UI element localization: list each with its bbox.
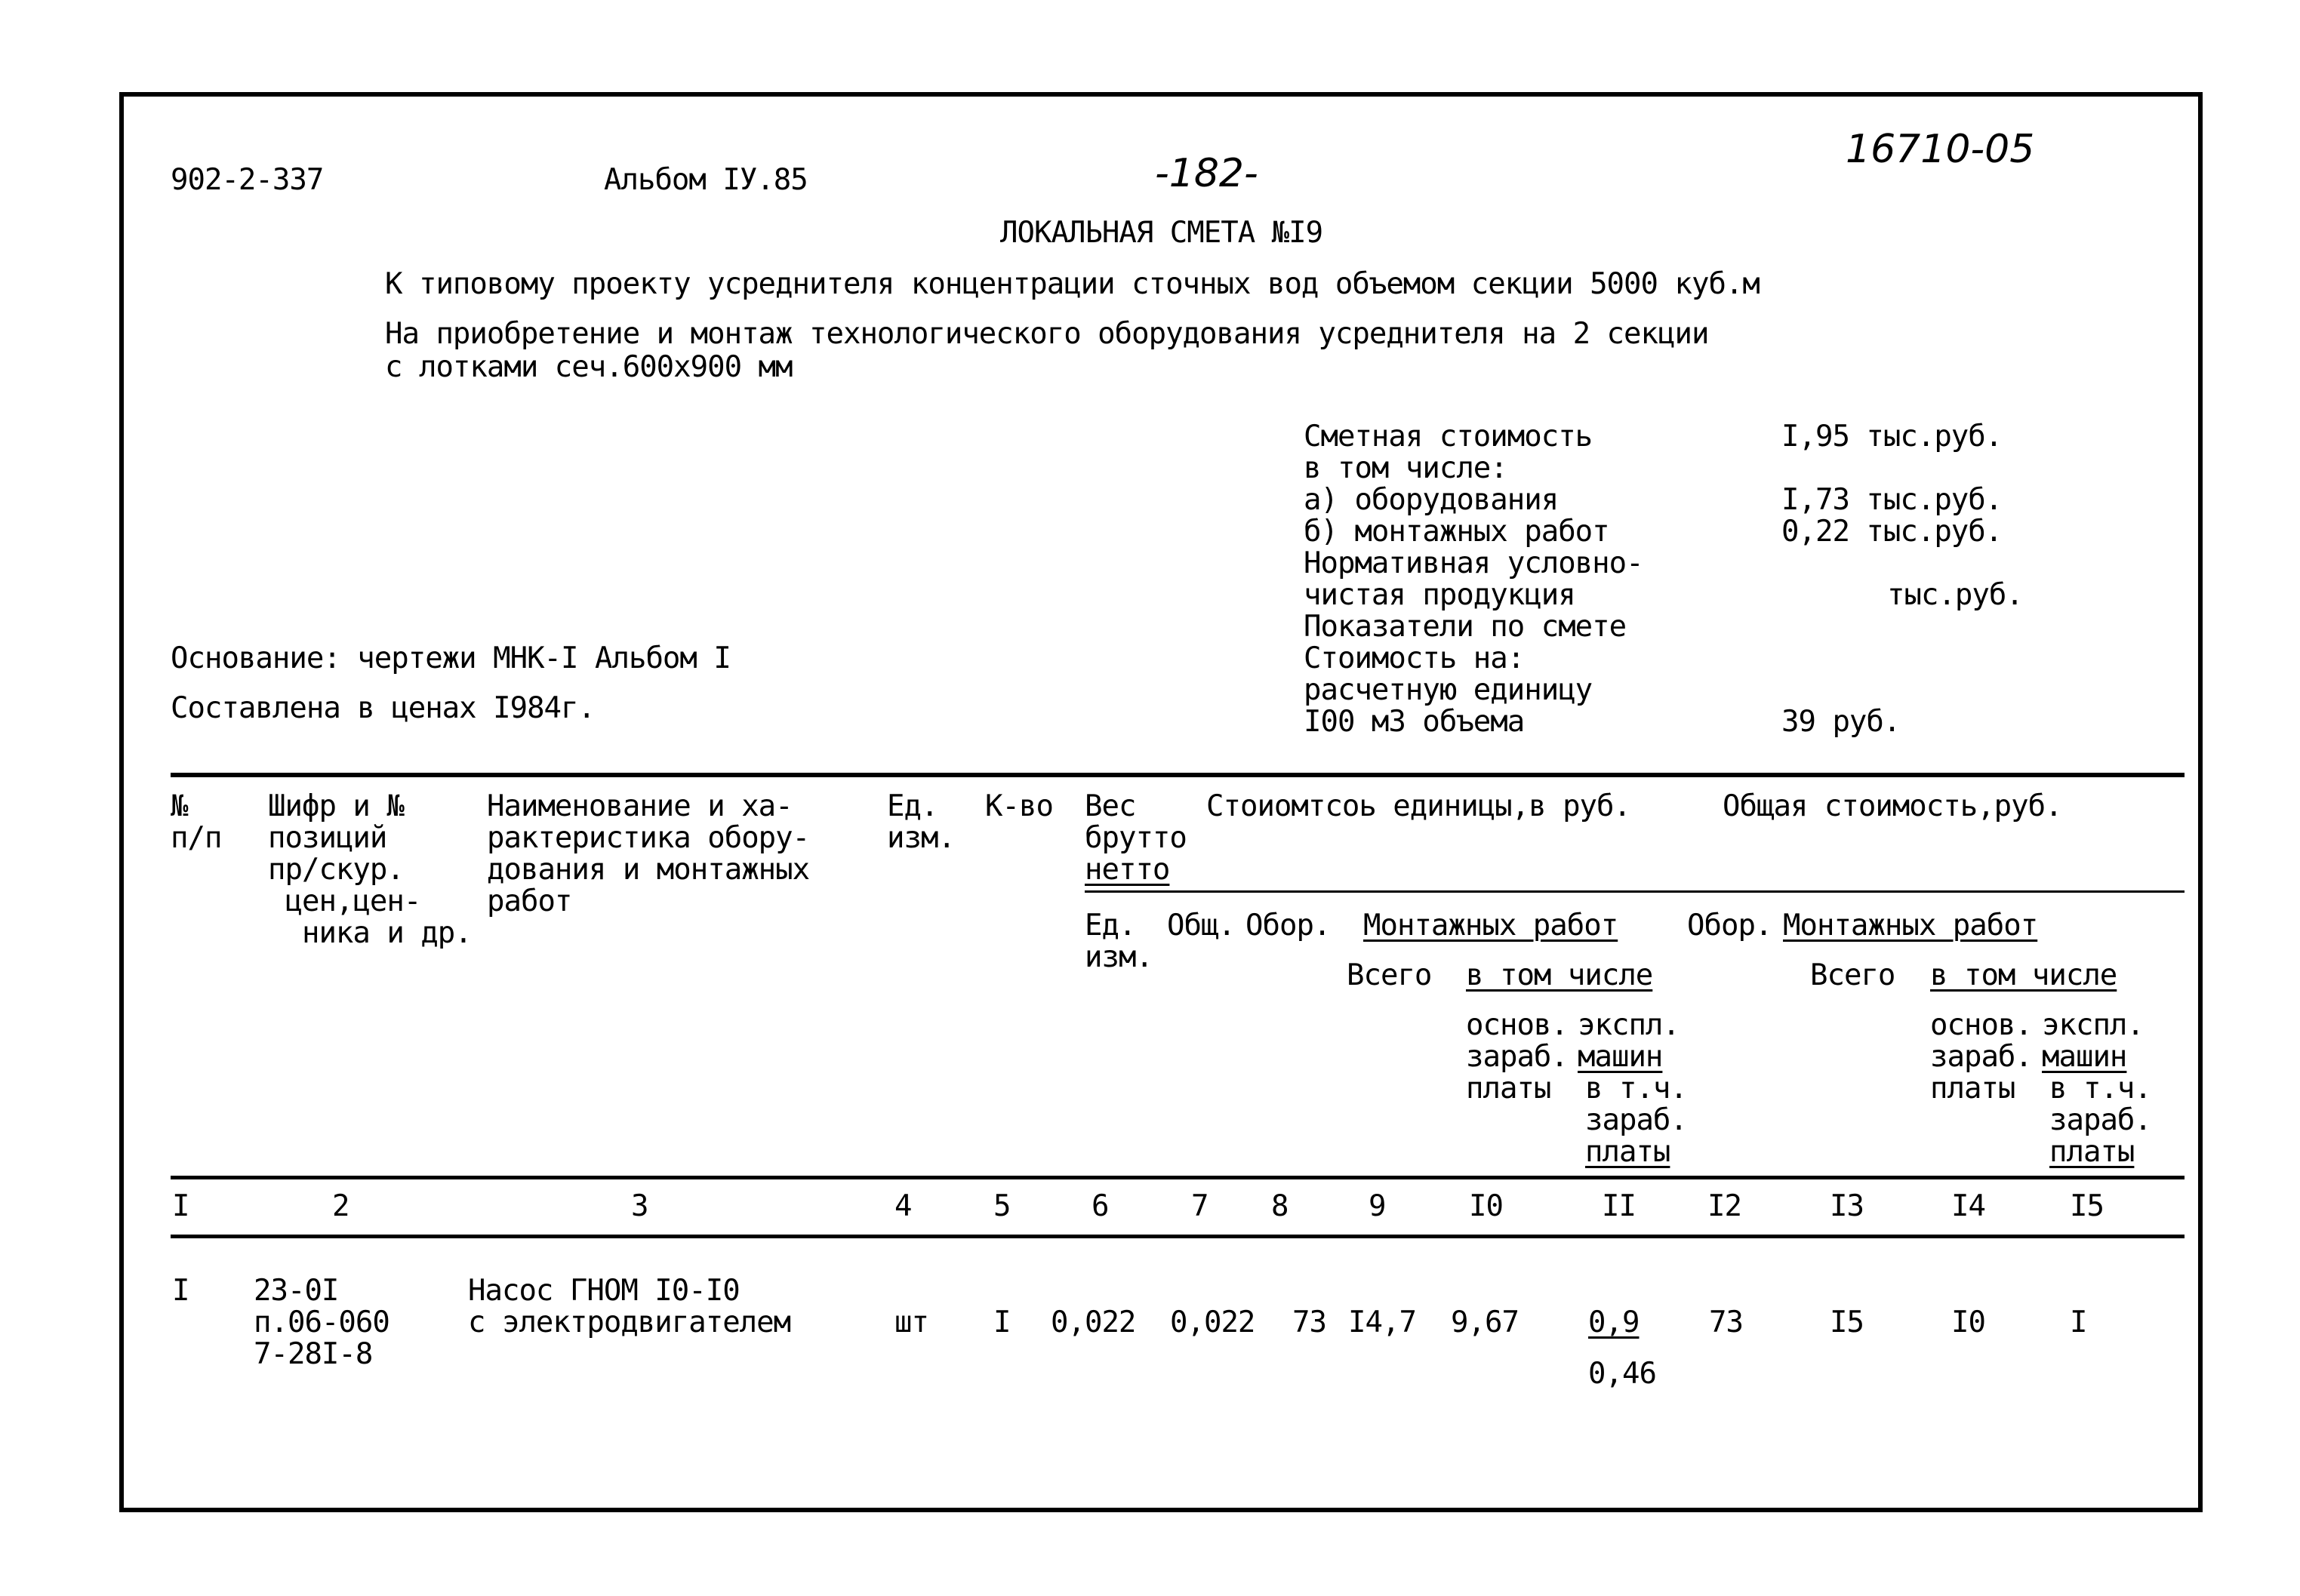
col-header-incl-2: в том числе: [1930, 958, 2117, 992]
row-weight-net: 0,022: [1170, 1305, 1255, 1339]
table-header-rule: [1085, 890, 2185, 893]
col-header-code: Шифр и № позиций пр/скур. цен,цен- ника и др.: [268, 789, 472, 950]
col-header-qty: К-во: [985, 789, 1053, 823]
row-base-wage-total: I0: [1951, 1305, 1985, 1339]
row-code: 23-0I п.06-060 7-28I-8: [254, 1274, 389, 1371]
summary-label-installation: б) монтажных работ: [1304, 515, 1609, 549]
col-header-number: № п/п: [171, 789, 222, 855]
page-number: -182-: [1155, 151, 1258, 196]
summary-label-net-product: чистая продукция: [1304, 578, 1575, 612]
col-number-8: 8: [1271, 1189, 1289, 1223]
col-header-weight: Вес: [1085, 789, 1136, 823]
col-header-machine-2a: экспл.: [2042, 1008, 2144, 1042]
album-label: Альбом IУ.85: [604, 163, 808, 197]
col-number-10: I0: [1469, 1189, 1503, 1223]
row-number: I: [172, 1274, 189, 1308]
summary-label-normative: Нормативная условно-: [1304, 546, 1643, 580]
summary-value-equipment: I,73 тыс.руб.: [1781, 483, 2003, 517]
col-header-machine-1a: экспл.: [1578, 1008, 1680, 1042]
row-install-unit-total: I4,7: [1348, 1305, 1416, 1339]
row-equip-unit-cost: 73: [1292, 1305, 1326, 1339]
summary-value-volume: 39 руб.: [1781, 705, 1901, 739]
row-base-wage-unit: 9,67: [1451, 1305, 1519, 1339]
col-number-9: 9: [1369, 1189, 1386, 1223]
summary-label-cost: Сметная стоимость: [1304, 420, 1593, 454]
doc-code: 902-2-337: [171, 163, 324, 197]
col-number-2: 2: [332, 1189, 349, 1223]
col-header-machine-2d: платы: [2049, 1135, 2135, 1169]
summary-label-equipment: а) оборудования: [1304, 483, 1559, 517]
stamp-code: 16710-05: [1846, 127, 2035, 172]
col-header-install-total: Монтажных работ: [1783, 909, 2038, 943]
row-name: Насос ГНОМ I0-I0 с электродвигателем: [468, 1274, 791, 1339]
basis-line: Основание: чертежи МНК-I Альбом I: [171, 641, 731, 675]
col-header-machine-1c: в т.ч. зараб.: [1585, 1072, 1687, 1137]
col-header-machine-1d: платы: [1585, 1135, 1670, 1169]
row-machine-unit: 0,9: [1588, 1305, 1640, 1339]
col-number-1: I: [172, 1189, 189, 1223]
col-header-base-wage-2: основ. зараб. платы: [1930, 1008, 2032, 1106]
col-header-machine-2b: машин: [2042, 1040, 2127, 1074]
col-header-equip-unit: Обор.: [1245, 909, 1331, 943]
table-header-bottom-rule: [171, 1176, 2185, 1179]
col-header-total-2: Всего: [1810, 958, 1895, 992]
summary-label-cost-per: Стоимость на:: [1304, 641, 1525, 675]
col-header-unit-cost: Стоиомтсоь единицы,в руб.: [1206, 789, 1630, 823]
row-qty: I: [993, 1305, 1011, 1339]
summary-label-volume: I00 м3 объема: [1304, 705, 1525, 739]
col-header-incl-1: в том числе: [1466, 958, 1653, 992]
col-header-total-1: Всего: [1347, 958, 1432, 992]
col-number-11: II: [1602, 1189, 1636, 1223]
summary-value-cost: I,95 тыс.руб.: [1781, 420, 2003, 454]
col-header-equip-total: Обор.: [1687, 909, 1772, 943]
col-number-5: 5: [993, 1189, 1011, 1223]
row-machine-total: I: [2070, 1305, 2087, 1339]
col-number-12: I2: [1707, 1189, 1741, 1223]
summary-label-indicators: Показатели по смете: [1304, 610, 1627, 644]
col-number-15: I5: [2070, 1189, 2104, 1223]
column-numbers-rule: [171, 1235, 2185, 1238]
col-header-net: нетто: [1085, 853, 1170, 887]
subtitle-line3: с лотками сеч.600х900 мм: [385, 350, 793, 384]
row-machine-wage-unit: 0,46: [1588, 1357, 1656, 1391]
col-number-13: I3: [1830, 1189, 1864, 1223]
row-equip-total: 73: [1709, 1305, 1743, 1339]
col-number-7: 7: [1191, 1189, 1209, 1223]
row-install-total: I5: [1830, 1305, 1864, 1339]
col-header-name: Наименование и ха- рактеристика обору- дования и монтажных работ: [487, 789, 810, 918]
subtitle-line2: На приобретение и монтаж технологического оборудования усреднителя на 2 секции: [385, 317, 1709, 351]
summary-label-incl: в том числе:: [1304, 451, 1507, 485]
table-top-rule: [171, 773, 2185, 777]
summary-value-net-product: тыс.руб.: [1887, 578, 2023, 612]
col-header-install-unit: Монтажных работ: [1363, 909, 1618, 943]
col-header-ed-izm: Ед. изм.: [1085, 909, 1153, 974]
col-number-4: 4: [894, 1189, 912, 1223]
col-header-unit: Ед. изм.: [887, 789, 955, 855]
col-header-obsh: Общ.: [1167, 909, 1235, 943]
col-header-total-cost: Общая стоимость,руб.: [1723, 789, 2062, 823]
col-number-3: 3: [631, 1189, 648, 1223]
col-header-machine-2c: в т.ч. зараб.: [2049, 1072, 2151, 1137]
prices-line: Составлена в ценах I984г.: [171, 691, 595, 725]
col-header-machine-1b: машин: [1578, 1040, 1663, 1074]
col-header-gross: брутто: [1085, 821, 1187, 855]
document-title: ЛОКАЛЬНАЯ СМЕТА №I9: [1000, 216, 1323, 250]
summary-value-installation: 0,22 тыс.руб.: [1781, 515, 2003, 549]
col-number-14: I4: [1951, 1189, 1985, 1223]
subtitle-line1: К типовому проекту усреднителя концентрации сточных вод объемом секции 5000 куб.м: [385, 267, 1760, 301]
col-number-6: 6: [1091, 1189, 1109, 1223]
col-header-base-wage-1: основ. зараб. платы: [1466, 1008, 1568, 1106]
row-weight-gross: 0,022: [1051, 1305, 1136, 1339]
summary-label-unit: расчетную единицу: [1304, 673, 1593, 707]
row-unit: шт: [894, 1305, 928, 1339]
